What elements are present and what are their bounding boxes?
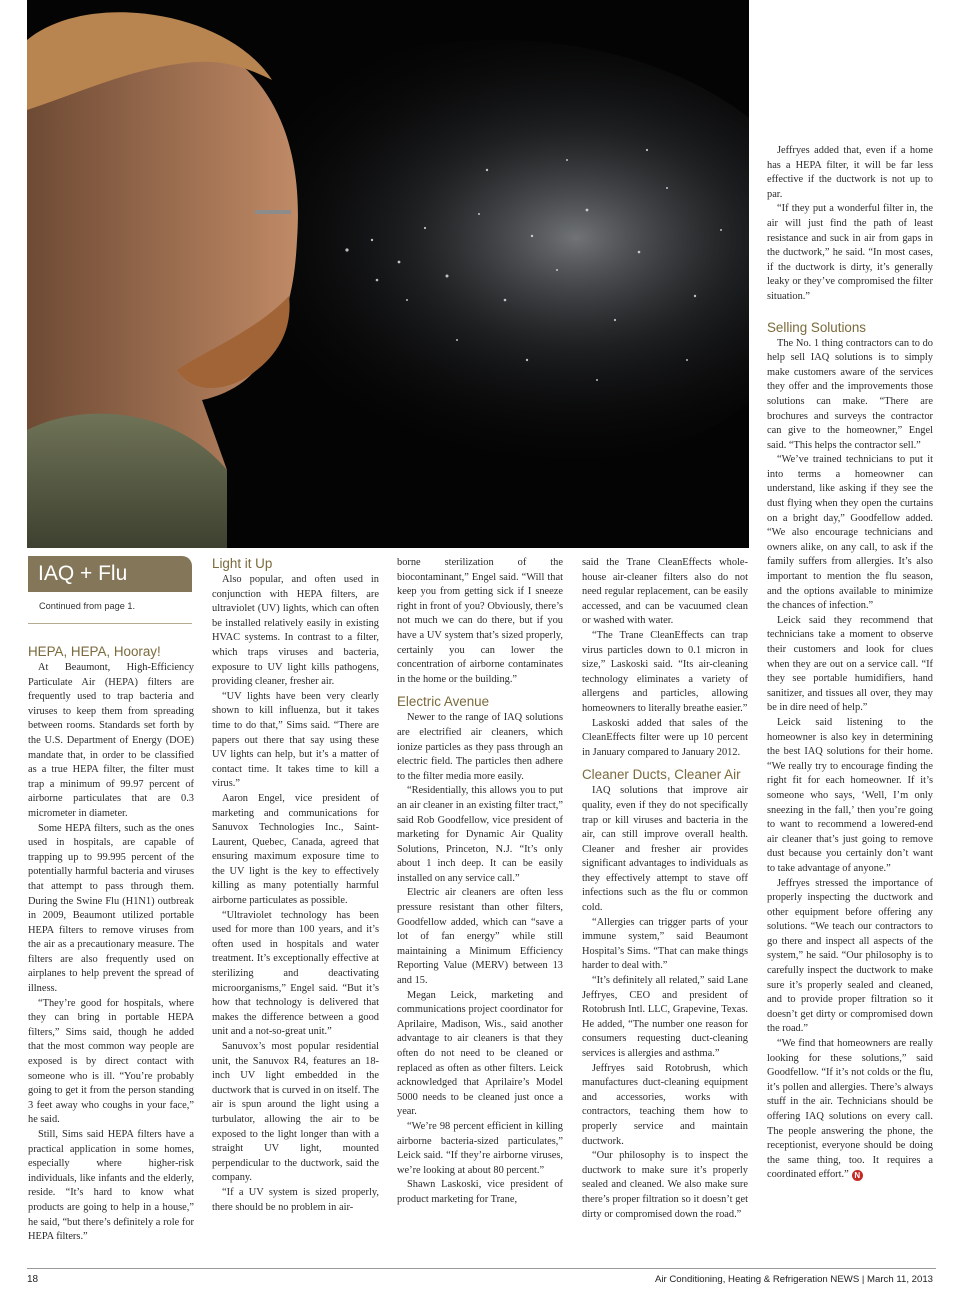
paragraph: “It’s definitely all related,” said Lane Jeffryes, CEO and president of Rotobrush Intl. LLC, Grapevine, Texas. He added, “The number one reason for consumers requesting duct-cleaning services is allergies and asthma.” [582,975,748,1059]
paragraph: “If they put a wonderful filter in, the air will just find the path of least resistance and suck in air from gaps in the ductwork,” he said. “In most cases, if the ductwork is dirty, it’s generally leaky or they’ve compromised the filter situation.” [767,203,933,302]
sneeze-photo [27,0,749,548]
column-1 [28,641,194,1245]
paragraph: Electric air cleaners are often less pressure resistant than other filters, Goodfellow added, which can “save a lot of fan energy” while still maintaining a Minimum Efficiency Reporting Value (MERV) between 13 and 15. [397,887,563,987]
subhead-light: Light it Up [212,556,273,571]
paragraph: “We’ve trained technicians to put it into terms a homeowner can understand, like asking if they see the dust flying when they open the curtains on a bright day,” Goodfellow added. “We also encourage technicians and owners alike, on any call, to ask if the family suffers from allergies. It’s also important to mention the flu season, and the options available to minimize the chances of infection.” [767,454,933,612]
paragraph: Also popular, and often used in conjunction with HEPA filters, are ultraviolet (UV) lights, which can often be installed relatively easily in existing HVAC systems. In contrast to a filter, which traps viruses and bacteria, exposure to UV light kills pathogens, providing cleaner, fresher air. [212,574,379,688]
paragraph: At Beaumont, High-Efficiency Particulate Air (HEPA) filters are frequently used to trap bacteria and viruses to keep them from spreading between rooms. Standards set forth by the U.S. Department of Energy (DOE) mandate that, in order to be classified as a true HEPA filter, the filter must trap a minimum of 99.97 percent of airborne particulates that are 0.3 micrometer in diameter. [28,662,194,819]
paragraph: Jeffryes added that, even if a home has a HEPA filter, it will be far less effective if the ductwork is not up to par. [767,145,933,200]
subhead-electric: Electric Avenue [397,694,490,710]
paragraph: Megan Leick, marketing and communications project coordinator for Aprilaire, Madison, Wis., said another advantage to air cleaners is that they often do not need to be cleaned or replaced as often as other filters. Leick acknowledged that Aprilaire’s Model 5000 needs to be cleaned just once a year. [397,989,563,1118]
column-5 [767,144,933,1183]
column-4 [582,556,748,1222]
section-label-box [28,556,192,624]
paragraph: said the Trane CleanEffects whole-house air-cleaner filters also do not need regular replacement, can be easily accessed, and can be vacuumed clean or washed with water. [582,557,748,627]
column-2 [212,553,379,1215]
paragraph: Leick said listening to the homeowner is also key in determining the best IAQ solutions for their home. “We really try to encourage finding the right fit for each homeowner. If it’s someone who says, ‘Well, I’m only sneezing in the fall,’ then you’re going to want to recommend a lowered-end air cleaner that’s just going to remove dust because you certainly don’t want to take advantage of anyone.” [767,716,933,874]
page-number: 18 [27,1274,39,1285]
end-mark-icon: N [852,1170,863,1181]
paragraph: “They’re good for hospitals, where they can bring in portable HEPA filters,” Sims said, though he added that the most common way people are exposed is by direct contact with someone who is ill. “You’re probably going to get it from the person standing 3 feet away who coughs in your face,” he said. [28,997,194,1126]
paragraph: Some HEPA filters, such as the ones used in hospitals, are capable of trapping up to 99.995 percent of the potentially harmful bacteria and viruses that attempt to pass through them. During the Swine Flu (H1N1) outbreak in 2009, Beaumont utilized portable HEPA filters to remove viruses from the air as a precautionary measure. The filters are also frequently used on airplanes to help prevent the spread of illness. [28,822,194,995]
paragraph: borne sterilization of the biocontaminant,” Engel said. “Will that keep you from getting sick if I sneeze right in front of you? Obviously, there’s not much we can do there, but if you have a UV system that’s sized properly, certainly you can lower the concentration of airborne contaminates in the home or the building.” [397,557,563,685]
paragraph: Leick said they recommend that technicians take a moment to observe their customers and look for clues when they are out on a service call. “If they see portable humidifiers, hand sanitizer, and tissues all over, they may be in dire need of help.” [767,614,933,714]
paragraph: Sanuvox’s most popular residential unit, the Sanuvox R4, features an 18-inch UV light embedded in the ductwork that is curved in on itself. The air is spun around the light using a turbulator, allowing the air to be exposed to the light longer than with a straight UV light, mounted perpendicular to the ductwork, said the company. [212,1041,379,1184]
paragraph: Aaron Engel, vice president of marketing and communications for Sanuvox Technologies Inc., Saint-Laurent, Quebec, Canada, agreed that ensuring maximum exposure time to the UV light is the key to effectively killing as many potentially harmful airborne particulates as possible. [212,792,379,907]
paragraph: “We’re 98 percent efficient in killing airborne bacteria-sized particulates,” Leick said. “If they’re airborne viruses, we’re looking at about 80 percent.” [397,1120,563,1176]
paragraph: Shawn Laskoski, vice president of product marketing for Trane, [397,1179,563,1205]
subhead-selling: Selling Solutions [767,319,867,335]
paragraph: “The Trane CleanEffects can trap virus particles down to 0.1 micron in size,” Laskoski said. “Its air-cleaning technology eliminates a variety of allergens and particles, allowing homeowners to literally breathe easier.” [582,629,748,714]
paragraph: “Our philosophy is to inspect the ductwork to make sure it’s properly sealed and cleaned. We also make sure there’s proper filtration so it doesn’t get dirty or compromised down the road.” [582,1150,748,1220]
subhead-ducts: Cleaner Ducts, Cleaner Air [582,767,741,783]
paragraph: “UV lights have been very clearly shown to kill influenza, but it takes time to do that,” Sims said. “There are papers out there that say using these UV lights can help, but it’s a matter of contact time. It takes time to kill a virus.” [212,690,379,790]
paragraph: Jeffryes stressed the importance of properly inspecting the ductwork and other equipment before offering any solutions. “We teach our contractors to go there and inspect all aspects of the system,” he said. “Our philosophy is to carefully inspect the ductwork to make sure it’s properly sealed and cleaned, and to provide proper filtration so it doesn’t get dirty or compromised down the road.” [767,877,933,1035]
paragraph-final [767,1037,933,1183]
paragraph: “Residentially, this allows you to put an air cleaner in an existing filter tract,” said Rob Goodfellow, vice president of marketing for Dynamic Air Quality Solutions, Princeton, N.J. “It’s only about 1 inch deep. It can be easily installed on any service call.” [397,785,563,884]
section-title: IAQ + Flu [28,556,192,592]
sneeze-photo-illustration [27,0,749,548]
paragraph: Laskoski added that sales of the CleanEffects filter were up 10 percent in January compared to January 2012. [582,717,748,758]
publication-footer: Air Conditioning, Heating & Refrigeration NEWS | March 11, 2013 [654,1274,933,1285]
final-paragraph-text: “We find that homeowners are really looking for these solutions,” said Goodfellow. “If it’s not colds or the flu, it’s pollen and allergies. There’s always stuff in the air. Technicians should be offering IAQ solutions on every call. The people answering the phone, the receptionist, everyone should be doing the same thing, too. It requires a coordinated effort.” [767,1038,933,1181]
footer-rule [27,1268,936,1269]
paragraph: Newer to the range of IAQ solutions are electrified air cleaners, which ionize particles as they pass through an electric field. The particles then adhere to the filter media more easily. [397,712,563,782]
paragraph: “If a UV system is sized properly, there should be no problem in air- [212,1186,379,1213]
column-3 [397,556,563,1208]
paragraph: IAQ solutions that improve air quality, even if they do not specifically trap or kill viruses and bacteria in the air, can still improve overall health. Cleaner and fresher air provides significant advantages to individuals as they effectively attempt to stave off infections such as the flu or common cold. [582,785,748,914]
paragraph: Jeffryes said Rotobrush, which manufactures duct-cleaning equipment and accessories, works with contractors, teaching them how to properly service and maintain ductwork. [582,1062,748,1147]
paragraph: Still, Sims said HEPA filters have a practical application in some homes, especially where higher-risk individuals, like infants and the elderly, reside. “It’s hard to know what products are going to help in a house,” he said, “but there’s definitely a role for HEPA filters.” [28,1129,194,1243]
paragraph: “Ultraviolet technology has been used for more than 100 years, and it’s often used in hospitals and water treatment. It’s exceptionally effective at sterilizing and deactivating microorganisms,” Engel said. “But it’s how that technology is delivered that makes the difference between a good unit and a not-so-great unit.” [212,909,379,1038]
subhead-hepa: HEPA, HEPA, Hooray! [28,644,161,659]
paragraph: “Allergies can trigger parts of your immune system,” said Beaumont Hospital’s Sims. “That can make things harder to deal with.” [582,916,748,972]
continued-note: Continued from page 1. [28,592,192,624]
paragraph: The No. 1 thing contractors can to do help sell IAQ solutions is to simply make customers aware of the services they offer and the improvements those solutions can make. “There are brochures and surveys the contractor can give to the homeowner,” Engel said. “This helps the contractor sell.” [767,337,933,451]
